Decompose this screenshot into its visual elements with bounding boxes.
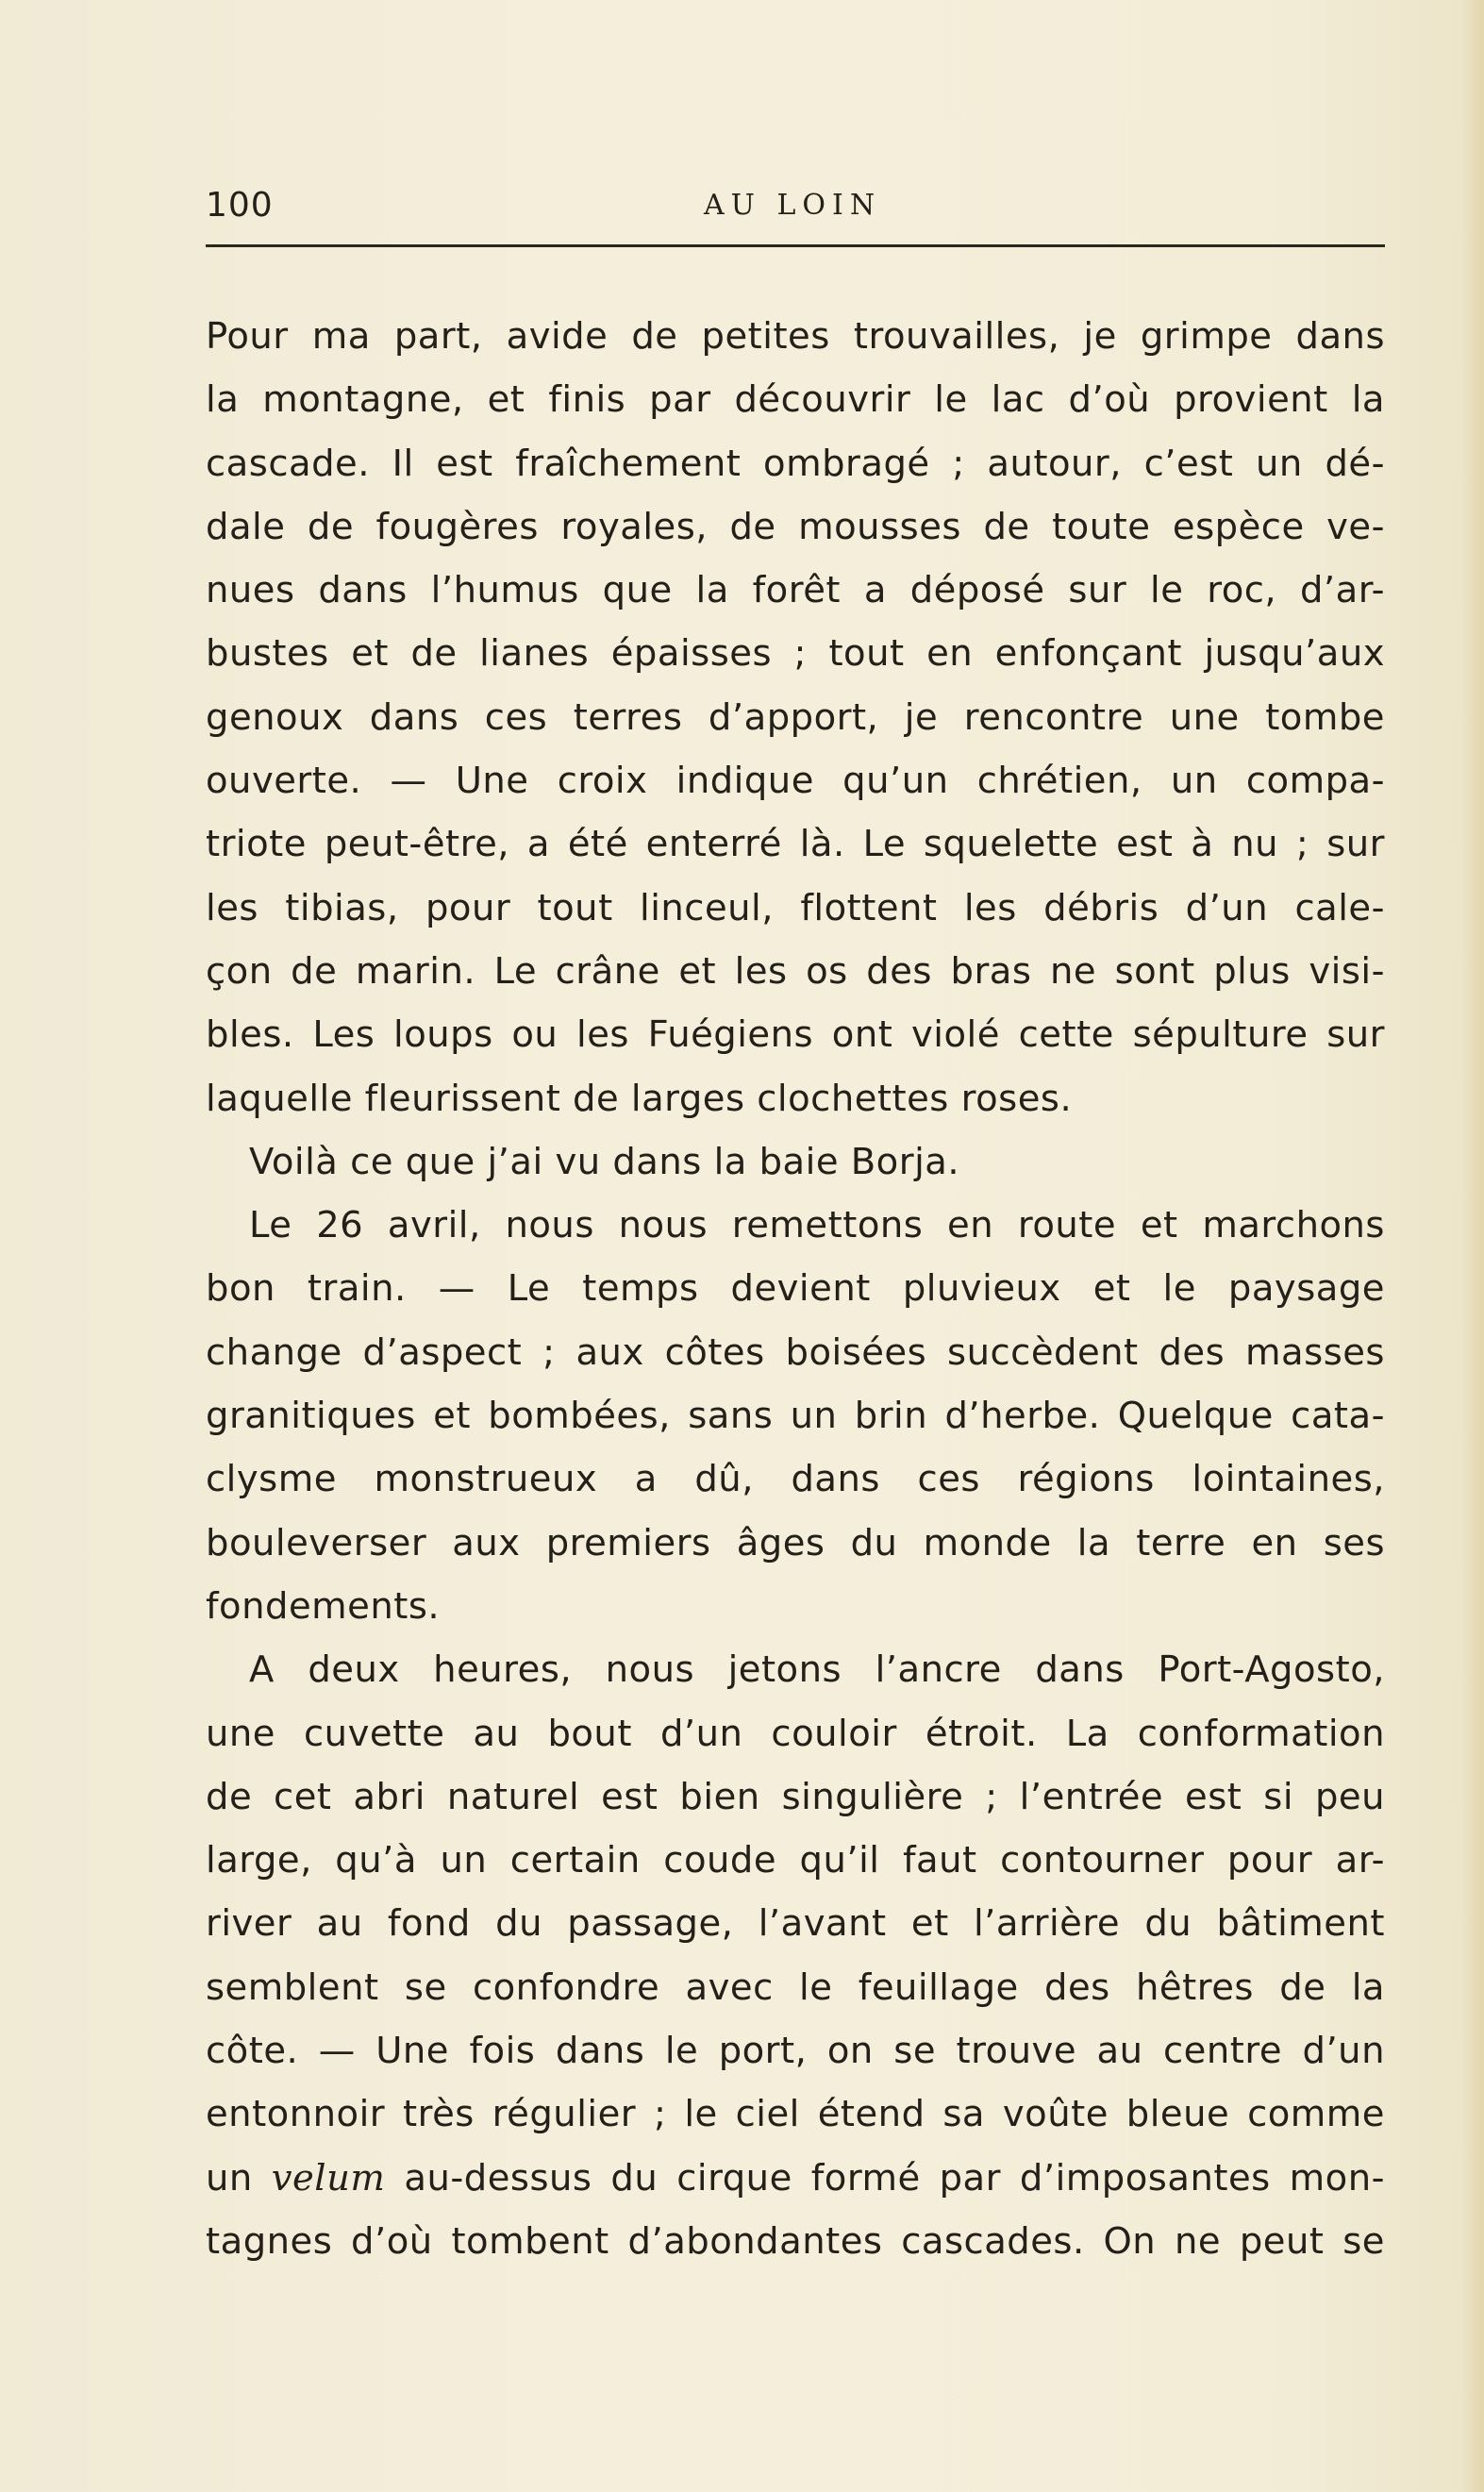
text-line: une cuvette au bout d’un couloir étroit. La conformation [206, 1712, 1385, 1755]
header-rule [206, 244, 1385, 247]
text-line: bles. Les loups ou les Fuégiens ont violé cette sépulture sur [206, 1013, 1385, 1057]
text-line: bouleverser aux premiers âges du monde la terre en ses [206, 1521, 1385, 1564]
page-number: 100 [206, 186, 274, 225]
line-part: un [206, 2156, 272, 2199]
text-line: entonnoir très régulier ; le ciel étend sa voûte bleue comme [206, 2093, 1385, 2136]
text-line: tagnes d’où tombent d’abondantes cascades. On ne peut se [206, 2219, 1385, 2263]
text-line: A deux heures, nous jetons l’ancre dans Port-Agosto, [249, 1648, 1385, 1692]
text-line: change d’aspect ; aux côtes boisées succèdent des masses [206, 1330, 1385, 1374]
text-line: côte. — Une fois dans le port, on se trouve au centre d’un [206, 2030, 1385, 2073]
text-line: river au fond du passage, l’avant et l’arrière du bâtiment [206, 1902, 1385, 1946]
text-line: genoux dans ces terres d’apport, je rencontre une tombe [206, 695, 1385, 739]
text-line: triote peut-être, a été enterré là. Le squelette est à nu ; sur [206, 823, 1385, 866]
text-line: çon de marin. Le crâne et les os des bras ne sont plus visi- [206, 949, 1385, 993]
text-line: Le 26 avril, nous nous remettons en route et marchons [249, 1204, 1385, 1247]
text-line: bustes et de lianes épaisses ; tout en enfonçant jusqu’aux [206, 632, 1385, 676]
text-line: laquelle fleurissent de larges clochettes roses. [206, 1077, 1073, 1120]
italic-word: velum [271, 2156, 386, 2199]
text-line: clysme monstrueux a dû, dans ces régions lointaines, [206, 1458, 1385, 1501]
body-text [206, 305, 1385, 2273]
text-line: bon train. — Le temps devient pluvieux et le paysage [206, 1267, 1385, 1311]
text-line: semblent se confondre avec le feuillage des hêtres de la [206, 1965, 1385, 2009]
text-line-with-italic [206, 2147, 1385, 2210]
text-line: cascade. Il est fraîchement ombragé ; autour, c’est un dé- [206, 442, 1385, 485]
line-part: au-dessus du cirque formé par d’imposantes mon- [385, 2156, 1385, 2199]
text-line: dale de fougères royales, de mousses de toute espèce ve- [206, 505, 1385, 548]
page-header [206, 182, 1385, 229]
text-line: nues dans l’humus que la forêt a déposé sur le roc, d’ar- [206, 569, 1385, 612]
text-line: ouverte. — Une croix indique qu’un chrétien, un compa- [206, 760, 1385, 803]
page-edge-shadow [1461, 0, 1484, 2492]
text-line: les tibias, pour tout linceul, flottent les débris d’un cale- [206, 886, 1385, 929]
text-line: de cet abri naturel est bien singulière ; l’entrée est si peu [206, 1775, 1385, 1818]
text-line: la montagne, et finis par découvrir le lac d’où provient la [206, 378, 1385, 422]
text-line: fondements. [206, 1584, 441, 1628]
running-title: AU LOIN [704, 189, 882, 222]
text-line: granitiques et bombées, sans un brin d’herbe. Quelque cata- [206, 1395, 1385, 1438]
text-line: Voilà ce que j’ai vu dans la baie Borja. [249, 1140, 960, 1183]
text-line: large, qu’à un certain coude qu’il faut contourner pour ar- [206, 1839, 1385, 1882]
text-line: Pour ma part, avide de petites trouvailles, je grimpe dans [206, 315, 1385, 358]
